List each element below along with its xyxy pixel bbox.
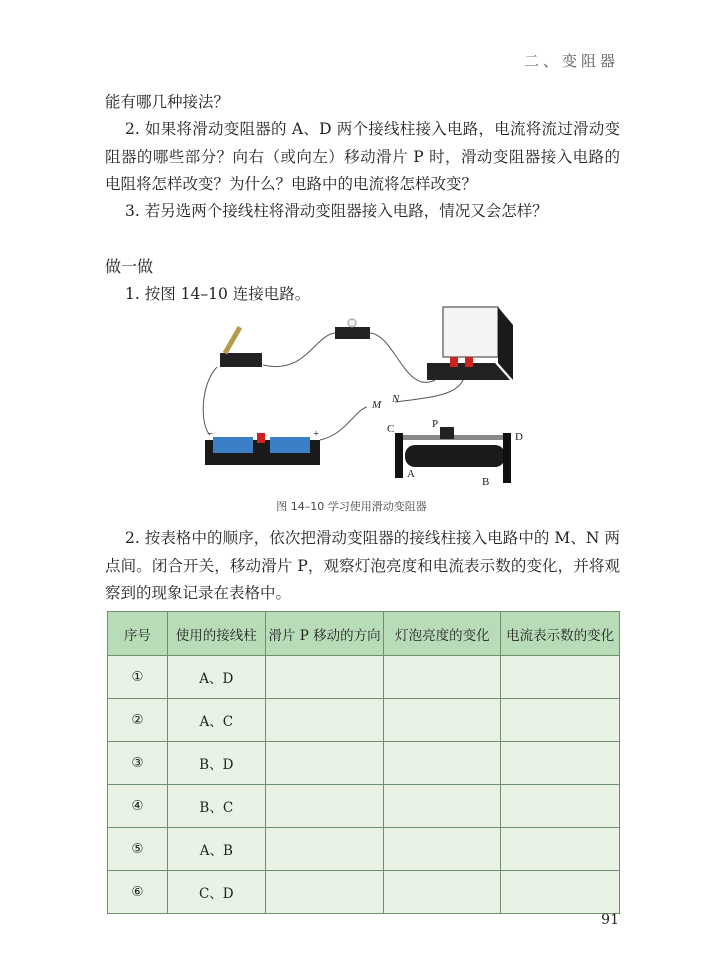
table-row bbox=[108, 785, 620, 828]
table-row bbox=[108, 656, 620, 699]
label-plus: + bbox=[313, 428, 320, 440]
question-2: 2. 如果将滑动变阻器的 A、D 两个接线柱接入电路，电流将流过滑动变阻器的哪些部分？向右（或向左）移动滑片 P 时，滑动变阻器接入电路的电阻将怎样改变？为什么？电路中的电流将怎样改变？ bbox=[105, 120, 620, 193]
row-index: ③ bbox=[108, 742, 168, 785]
row-index: ⑥ bbox=[108, 871, 168, 914]
row-index: ① bbox=[108, 656, 168, 699]
terminals-cell: A、B bbox=[167, 828, 265, 871]
table-row bbox=[108, 828, 620, 871]
empty-cell bbox=[384, 828, 501, 871]
terminals-cell: C、D bbox=[167, 871, 265, 914]
header-cell: 滑片 P 移动的方向 bbox=[265, 612, 384, 656]
bulb-holder bbox=[335, 319, 370, 339]
terminals-cell: B、D bbox=[167, 742, 265, 785]
page-number: 91 bbox=[601, 912, 619, 928]
battery-box bbox=[205, 433, 320, 465]
empty-cell bbox=[265, 828, 384, 871]
table-row bbox=[108, 871, 620, 914]
empty-cell bbox=[501, 871, 620, 914]
label-a: A bbox=[407, 468, 415, 480]
switch bbox=[220, 326, 262, 367]
empty-cell bbox=[265, 699, 384, 742]
row-index: ⑤ bbox=[108, 828, 168, 871]
empty-cell bbox=[501, 828, 620, 871]
label-b: B bbox=[482, 476, 490, 488]
empty-cell bbox=[501, 699, 620, 742]
label-minus: − bbox=[207, 428, 214, 440]
label-c: C bbox=[387, 423, 395, 435]
paragraph: 能有哪几种接法？ bbox=[105, 93, 230, 111]
table-row bbox=[108, 742, 620, 785]
step-1: 1. 按图 14–10 连接电路。 bbox=[125, 285, 311, 303]
empty-cell bbox=[265, 742, 384, 785]
label-p: P bbox=[432, 418, 439, 430]
ammeter bbox=[427, 307, 513, 380]
question-3: 3. 若另选两个接线柱将滑动变阻器接入电路，情况又会怎样？ bbox=[125, 202, 548, 220]
header-cell: 灯泡亮度的变化 bbox=[384, 612, 501, 656]
figure-caption: 图 14–10 学习使用滑动变阻器 bbox=[276, 500, 427, 513]
empty-cell bbox=[501, 656, 620, 699]
table-row bbox=[108, 699, 620, 742]
row-index: ② bbox=[108, 699, 168, 742]
step-2: 2. 按表格中的顺序，依次把滑动变阻器的接线柱接入电路中的 M、N 两点间。闭合开关，移动滑片 P，观察灯泡亮度和电流表示数的变化，并将观察到的现象记录在表格中。 bbox=[105, 529, 620, 602]
row-index: ④ bbox=[108, 785, 168, 828]
empty-cell bbox=[384, 871, 501, 914]
label-m: M bbox=[372, 399, 382, 411]
observation-table bbox=[107, 611, 620, 914]
empty-cell bbox=[384, 785, 501, 828]
table-header-row bbox=[108, 612, 620, 656]
empty-cell bbox=[265, 656, 384, 699]
header-cell: 序号 bbox=[108, 612, 168, 656]
empty-cell bbox=[265, 871, 384, 914]
label-n: N bbox=[392, 393, 400, 405]
header-cell: 电流表示数的变化 bbox=[501, 612, 620, 656]
circuit-figure bbox=[195, 305, 545, 495]
header-cell: 使用的接线柱 bbox=[167, 612, 265, 656]
empty-cell bbox=[501, 785, 620, 828]
empty-cell bbox=[384, 656, 501, 699]
empty-cell bbox=[501, 742, 620, 785]
section-title: 做一做 bbox=[105, 257, 154, 276]
terminals-cell: A、D bbox=[167, 656, 265, 699]
terminals-cell: A、C bbox=[167, 699, 265, 742]
empty-cell bbox=[265, 785, 384, 828]
empty-cell bbox=[384, 742, 501, 785]
running-header: 二、变阻器 bbox=[523, 52, 619, 70]
terminals-cell: B、C bbox=[167, 785, 265, 828]
label-d: D bbox=[515, 431, 523, 443]
empty-cell bbox=[384, 699, 501, 742]
